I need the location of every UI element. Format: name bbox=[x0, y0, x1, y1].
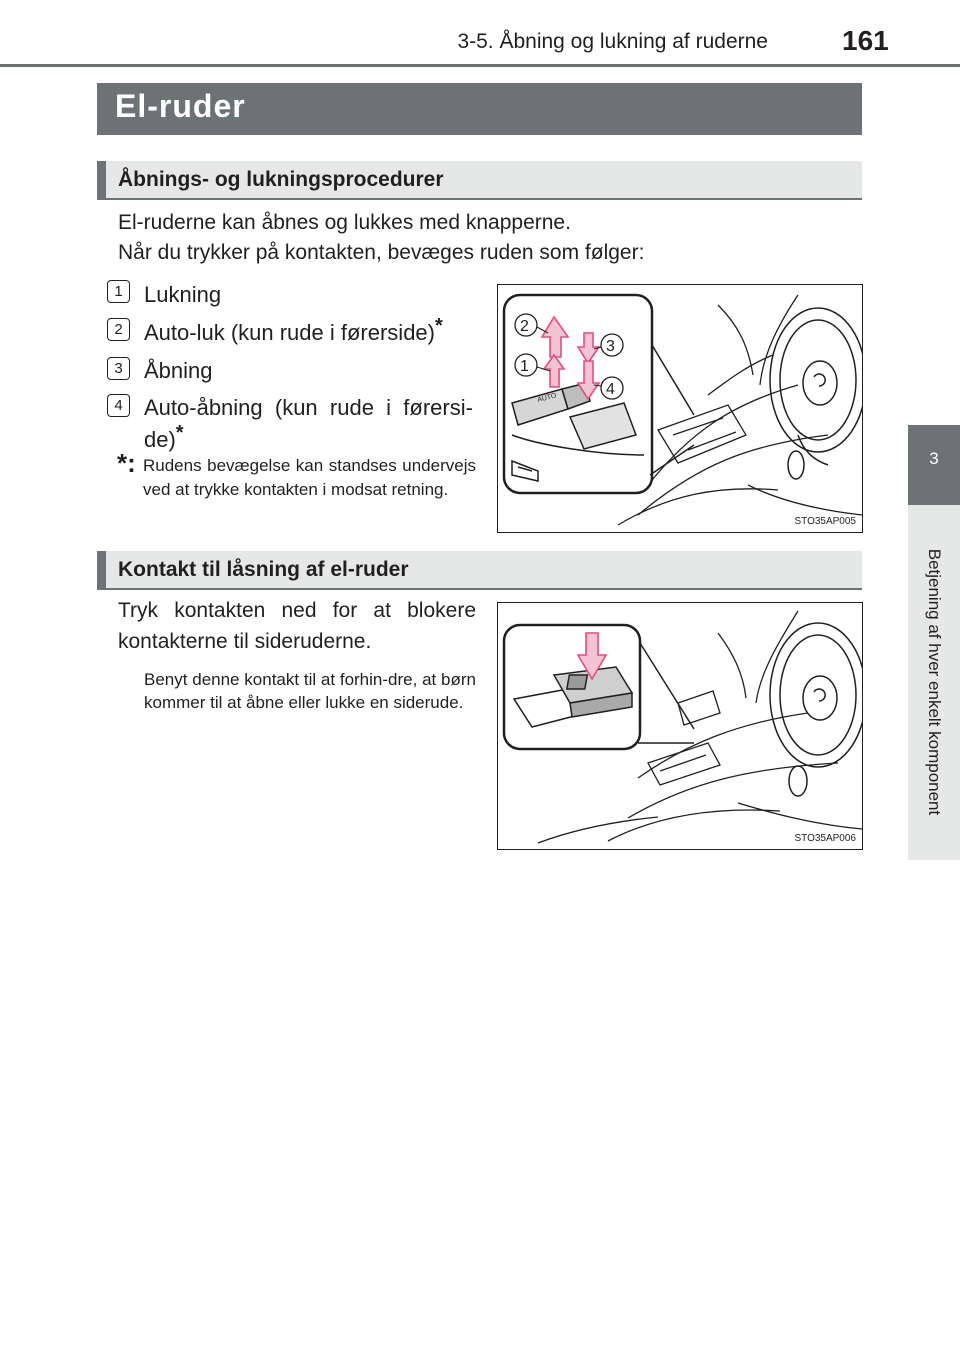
step-marker-4: 4 bbox=[107, 394, 130, 417]
steering-wheel bbox=[770, 623, 863, 796]
chapter-title: Betjening af hver enkelt komponent bbox=[925, 548, 944, 816]
chapter-number: 3 bbox=[929, 449, 939, 468]
figure-code: STO35AP006 bbox=[794, 833, 856, 844]
callout-1: 1 bbox=[520, 358, 529, 375]
section-title-band bbox=[97, 83, 862, 135]
step-4-row bbox=[144, 422, 184, 458]
lock-paragraph: Tryk kontakten ned for at blokere kontakterne til sideruderne. bbox=[118, 599, 476, 653]
subsection-header-bar bbox=[97, 551, 106, 590]
page-number: 161 bbox=[842, 25, 889, 56]
chapter-tab bbox=[908, 425, 960, 505]
callout-2: 2 bbox=[520, 318, 529, 335]
step-text-2: Auto-luk (kun rude i førerside) bbox=[144, 320, 435, 345]
note-marker: *: bbox=[117, 448, 136, 478]
footnote-marker: * bbox=[435, 315, 443, 337]
window-switch-illustration bbox=[498, 285, 863, 533]
subsection-title: Kontakt til låsning af el-ruder bbox=[118, 558, 409, 581]
section-title: El-ruder bbox=[115, 88, 246, 124]
step-marker-2: 2 bbox=[107, 318, 130, 341]
callout-4: 4 bbox=[606, 381, 615, 398]
step-marker-1: 1 bbox=[107, 280, 130, 303]
callout-3: 3 bbox=[606, 338, 615, 355]
step-2-row bbox=[144, 315, 443, 351]
figure-window-switch bbox=[497, 284, 863, 533]
lock-switch-illustration bbox=[498, 603, 863, 850]
step-marker-3: 3 bbox=[107, 357, 130, 380]
footnote-marker: * bbox=[175, 422, 184, 444]
subsection-title: Åbnings- og lukningsprocedurer bbox=[118, 168, 444, 191]
note-text: Rudens bevægelse kan standses undervejs ved at trykke kontakten i modsat retning. bbox=[143, 456, 476, 499]
subsection-header-bar bbox=[97, 161, 106, 200]
header-rule bbox=[0, 64, 960, 67]
lock-description: Benyt denne kontakt til at forhin-dre, at børn kommer til at åbne eller lukke en siderude. bbox=[144, 670, 476, 712]
step-text-3: Åbning bbox=[144, 358, 213, 383]
step-text-1: Lukning bbox=[144, 282, 222, 307]
figure-code: STO35AP005 bbox=[794, 516, 856, 527]
subsection-header-lock-switch bbox=[97, 551, 862, 590]
running-head: 3-5. Åbning og lukning af ruderne bbox=[457, 30, 768, 53]
switch-auto-label: AUTO bbox=[536, 392, 558, 404]
figure-lock-switch bbox=[497, 602, 863, 850]
steering-wheel bbox=[770, 308, 863, 479]
subsection-header-procedures bbox=[97, 161, 862, 200]
intro-line: El-ruderne kan åbnes og lukkes med knapperne. bbox=[118, 211, 571, 234]
intro-line: Når du trykker på kontakten, bevæges ruden som følger: bbox=[118, 241, 645, 264]
step-text-4-line-1: Auto-åbning (kun rude i førersi- bbox=[144, 395, 473, 420]
step-text-4-line-2: de) bbox=[144, 427, 176, 452]
